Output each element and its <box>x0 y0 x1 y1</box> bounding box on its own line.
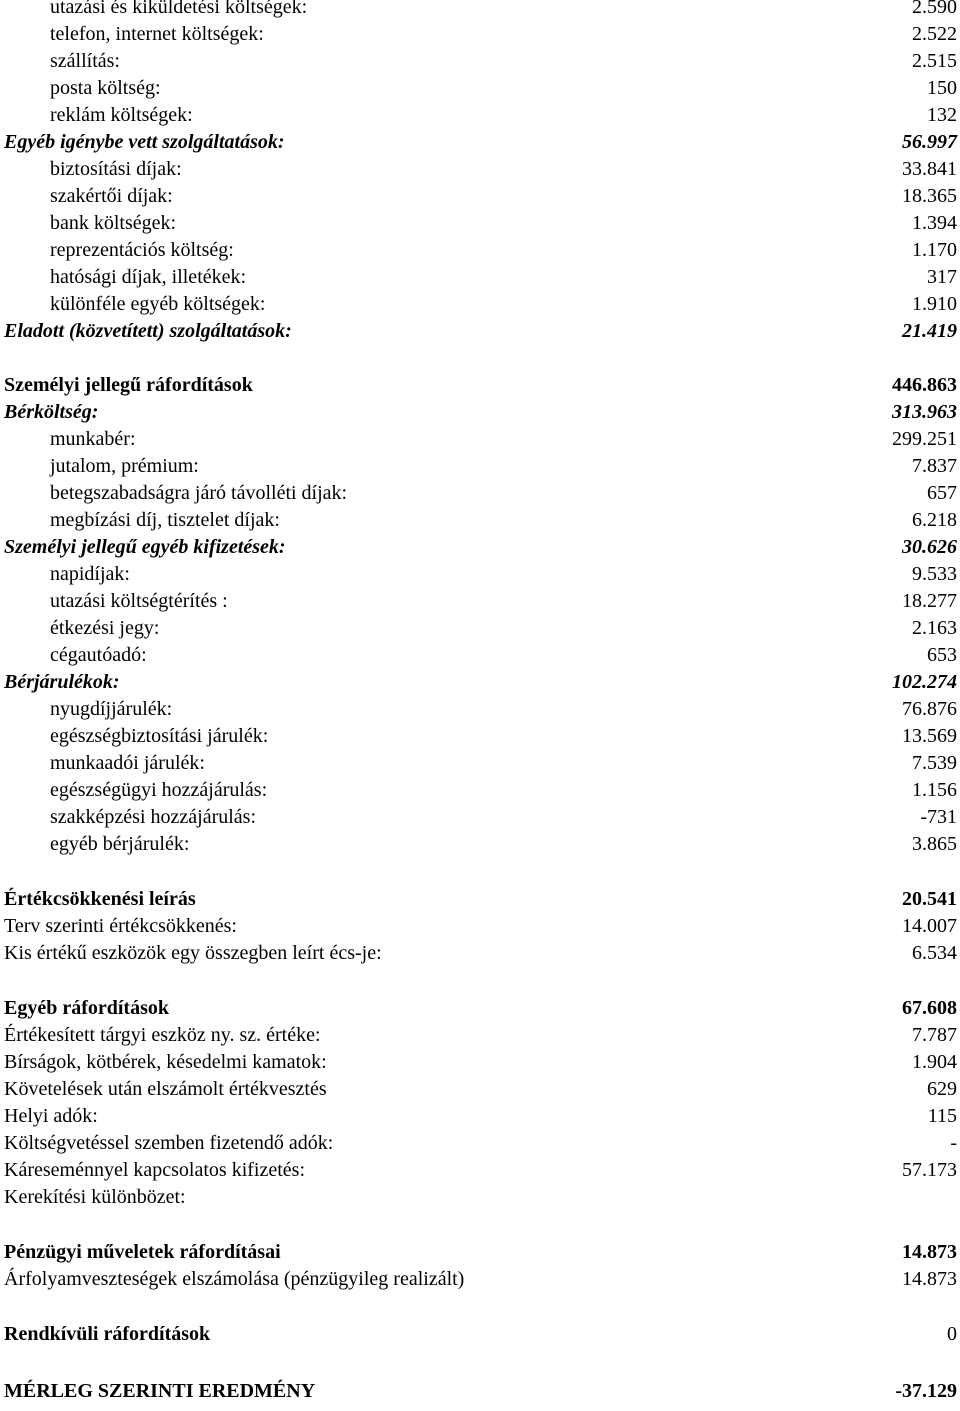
row-label: étkezési jegy: <box>50 617 160 639</box>
row-value: 0 <box>947 1323 957 1345</box>
row-value: 30.626 <box>902 536 957 558</box>
statement-row <box>0 372 957 399</box>
row-value: 6.218 <box>912 509 957 531</box>
statement-row <box>0 1103 957 1130</box>
statement-row <box>0 1076 957 1103</box>
row-value: 3.865 <box>912 833 957 855</box>
statement-row <box>0 669 957 696</box>
row-label: posta költség: <box>50 77 161 99</box>
statement-row <box>0 1321 957 1348</box>
row-value: 14.873 <box>902 1241 957 1263</box>
row-label: Terv szerinti értékcsökkenés: <box>4 915 237 937</box>
row-label: Eladott (közvetített) szolgáltatások: <box>4 320 292 342</box>
statement-row <box>0 642 957 669</box>
row-value: 18.365 <box>902 185 957 207</box>
row-value: 1.394 <box>912 212 957 234</box>
statement-row <box>0 615 957 642</box>
statement-row <box>0 588 957 615</box>
statement-row <box>0 237 957 264</box>
row-label: Személyi jellegű egyéb kifizetések: <box>4 536 286 558</box>
row-value: 67.608 <box>902 997 957 1019</box>
row-label: utazási és kiküldetési költségek: <box>50 0 308 18</box>
statement-row <box>0 1378 957 1405</box>
row-label: Pénzügyi műveletek ráfordításai <box>4 1241 281 1263</box>
statement-row <box>0 1239 957 1266</box>
row-label: Rendkívüli ráfordítások <box>4 1323 211 1345</box>
row-value: 14.007 <box>902 915 957 937</box>
statement-row <box>0 886 957 913</box>
statement-row <box>0 291 957 318</box>
statement-row <box>0 102 957 129</box>
statement-row <box>0 534 957 561</box>
row-label: napidíjak: <box>50 563 130 585</box>
row-value: 6.534 <box>912 942 957 964</box>
statement-row <box>0 507 957 534</box>
row-value: -731 <box>920 806 957 828</box>
row-value: 115 <box>927 1105 957 1127</box>
statement-row <box>0 1022 957 1049</box>
statement-row <box>0 561 957 588</box>
row-value: - <box>950 1132 957 1154</box>
row-value: 13.569 <box>902 725 957 747</box>
row-value: 1.170 <box>912 239 957 261</box>
row-label: munkabér: <box>50 428 136 450</box>
row-label: MÉRLEG SZERINTI EREDMÉNY <box>4 1380 316 1402</box>
row-label: Kis értékű eszközök egy összegben leírt écs-je: <box>4 942 382 964</box>
row-value: 150 <box>927 77 957 99</box>
statement-row <box>0 750 957 777</box>
row-value: 1.156 <box>912 779 957 801</box>
row-label: Egyéb ráfordítások <box>4 997 169 1019</box>
row-label: reklám költségek: <box>50 104 193 126</box>
statement-row <box>0 804 957 831</box>
statement-row <box>0 129 957 156</box>
statement-row <box>0 913 957 940</box>
row-label: biztosítási díjak: <box>50 158 182 180</box>
row-label: szállítás: <box>50 50 120 72</box>
statement-row <box>0 210 957 237</box>
row-label: szakképzési hozzájárulás: <box>50 806 257 828</box>
statement-row <box>0 264 957 291</box>
row-value: 2.163 <box>912 617 957 639</box>
statement-row <box>0 1266 957 1293</box>
row-value: 102.274 <box>892 671 957 693</box>
row-label: Helyi adók: <box>4 1105 98 1127</box>
row-value: 57.173 <box>902 1159 957 1181</box>
row-label: betegszabadságra járó távolléti díjak: <box>50 482 348 504</box>
row-label: egészségbiztosítási járulék: <box>50 725 269 747</box>
statement-row <box>0 940 957 967</box>
row-label: Kerekítési különbözet: <box>4 1186 186 1208</box>
row-value: 20.541 <box>902 888 957 910</box>
row-value: 2.522 <box>912 23 957 45</box>
row-value: 653 <box>927 644 957 666</box>
row-label: Követelések után elszámolt értékvesztés <box>4 1078 327 1100</box>
row-value: 9.533 <box>912 563 957 585</box>
statement-row <box>0 21 957 48</box>
row-value: 1.910 <box>912 293 957 315</box>
row-label: Értékesített tárgyi eszköz ny. sz. értéke: <box>4 1024 321 1046</box>
row-value: 7.787 <box>912 1024 957 1046</box>
row-label: egészségügyi hozzájárulás: <box>50 779 268 801</box>
statement-row <box>0 318 957 345</box>
statement-row <box>0 1049 957 1076</box>
row-value: 56.997 <box>902 131 957 153</box>
row-label: jutalom, prémium: <box>50 455 199 477</box>
row-label: reprezentációs költség: <box>50 239 234 261</box>
row-label: munkaadói járulék: <box>50 752 205 774</box>
statement-row <box>0 1157 957 1184</box>
statement-row <box>0 1130 957 1157</box>
row-label: Költségvetéssel szemben fizetendő adók: <box>4 1132 334 1154</box>
row-value: 317 <box>927 266 957 288</box>
row-value: 14.873 <box>902 1268 957 1290</box>
row-label: Bírságok, kötbérek, késedelmi kamatok: <box>4 1051 327 1073</box>
row-label: Bérjárulékok: <box>4 671 120 693</box>
row-label: Káreseménnyel kapcsolatos kifizetés: <box>4 1159 305 1181</box>
statement-row <box>0 480 957 507</box>
row-value: 7.837 <box>912 455 957 477</box>
row-label: Egyéb igénybe vett szolgáltatások: <box>4 131 285 153</box>
statement-row <box>0 1184 957 1211</box>
statement-row <box>0 183 957 210</box>
statement-row <box>0 426 957 453</box>
row-label: különféle egyéb költségek: <box>50 293 266 315</box>
row-label: Személyi jellegű ráfordítások <box>4 374 253 396</box>
row-value: 629 <box>927 1078 957 1100</box>
statement-row <box>0 723 957 750</box>
statement-row <box>0 995 957 1022</box>
row-value: 446.863 <box>892 374 957 396</box>
row-value: 18.277 <box>902 590 957 612</box>
statement-row <box>0 831 957 858</box>
row-label: Bérköltség: <box>4 401 99 423</box>
row-value: 76.876 <box>902 698 957 720</box>
statement-row <box>0 48 957 75</box>
row-value: 7.539 <box>912 752 957 774</box>
row-value: 2.590 <box>912 0 957 18</box>
statement-row <box>0 453 957 480</box>
row-value: 132 <box>927 104 957 126</box>
row-label: utazási költségtérítés : <box>50 590 228 612</box>
row-label: Árfolyamveszteségek elszámolása (pénzügyileg realizált) <box>4 1268 465 1290</box>
row-value: 1.904 <box>912 1051 957 1073</box>
row-value: 2.515 <box>912 50 957 72</box>
row-label: egyéb bérjárulék: <box>50 833 190 855</box>
row-label: bank költségek: <box>50 212 177 234</box>
statement-row <box>0 399 957 426</box>
row-value: -37.129 <box>895 1380 957 1402</box>
statement-row <box>0 696 957 723</box>
row-label: hatósági díjak, illetékek: <box>50 266 247 288</box>
row-label: cégautóadó: <box>50 644 147 666</box>
row-label: szakértői díjak: <box>50 185 173 207</box>
row-value: 21.419 <box>902 320 957 342</box>
row-value: 657 <box>927 482 957 504</box>
row-label: Értékcsökkenési leírás <box>4 888 196 910</box>
statement-row <box>0 0 957 21</box>
row-value: 313.963 <box>892 401 957 423</box>
row-label: telefon, internet költségek: <box>50 23 264 45</box>
statement-row <box>0 75 957 102</box>
row-value: 33.841 <box>902 158 957 180</box>
statement-row <box>0 777 957 804</box>
row-label: megbízási díj, tisztelet díjak: <box>50 509 280 531</box>
row-label: nyugdíjjárulék: <box>50 698 173 720</box>
statement-row <box>0 156 957 183</box>
row-value: 299.251 <box>892 428 957 450</box>
